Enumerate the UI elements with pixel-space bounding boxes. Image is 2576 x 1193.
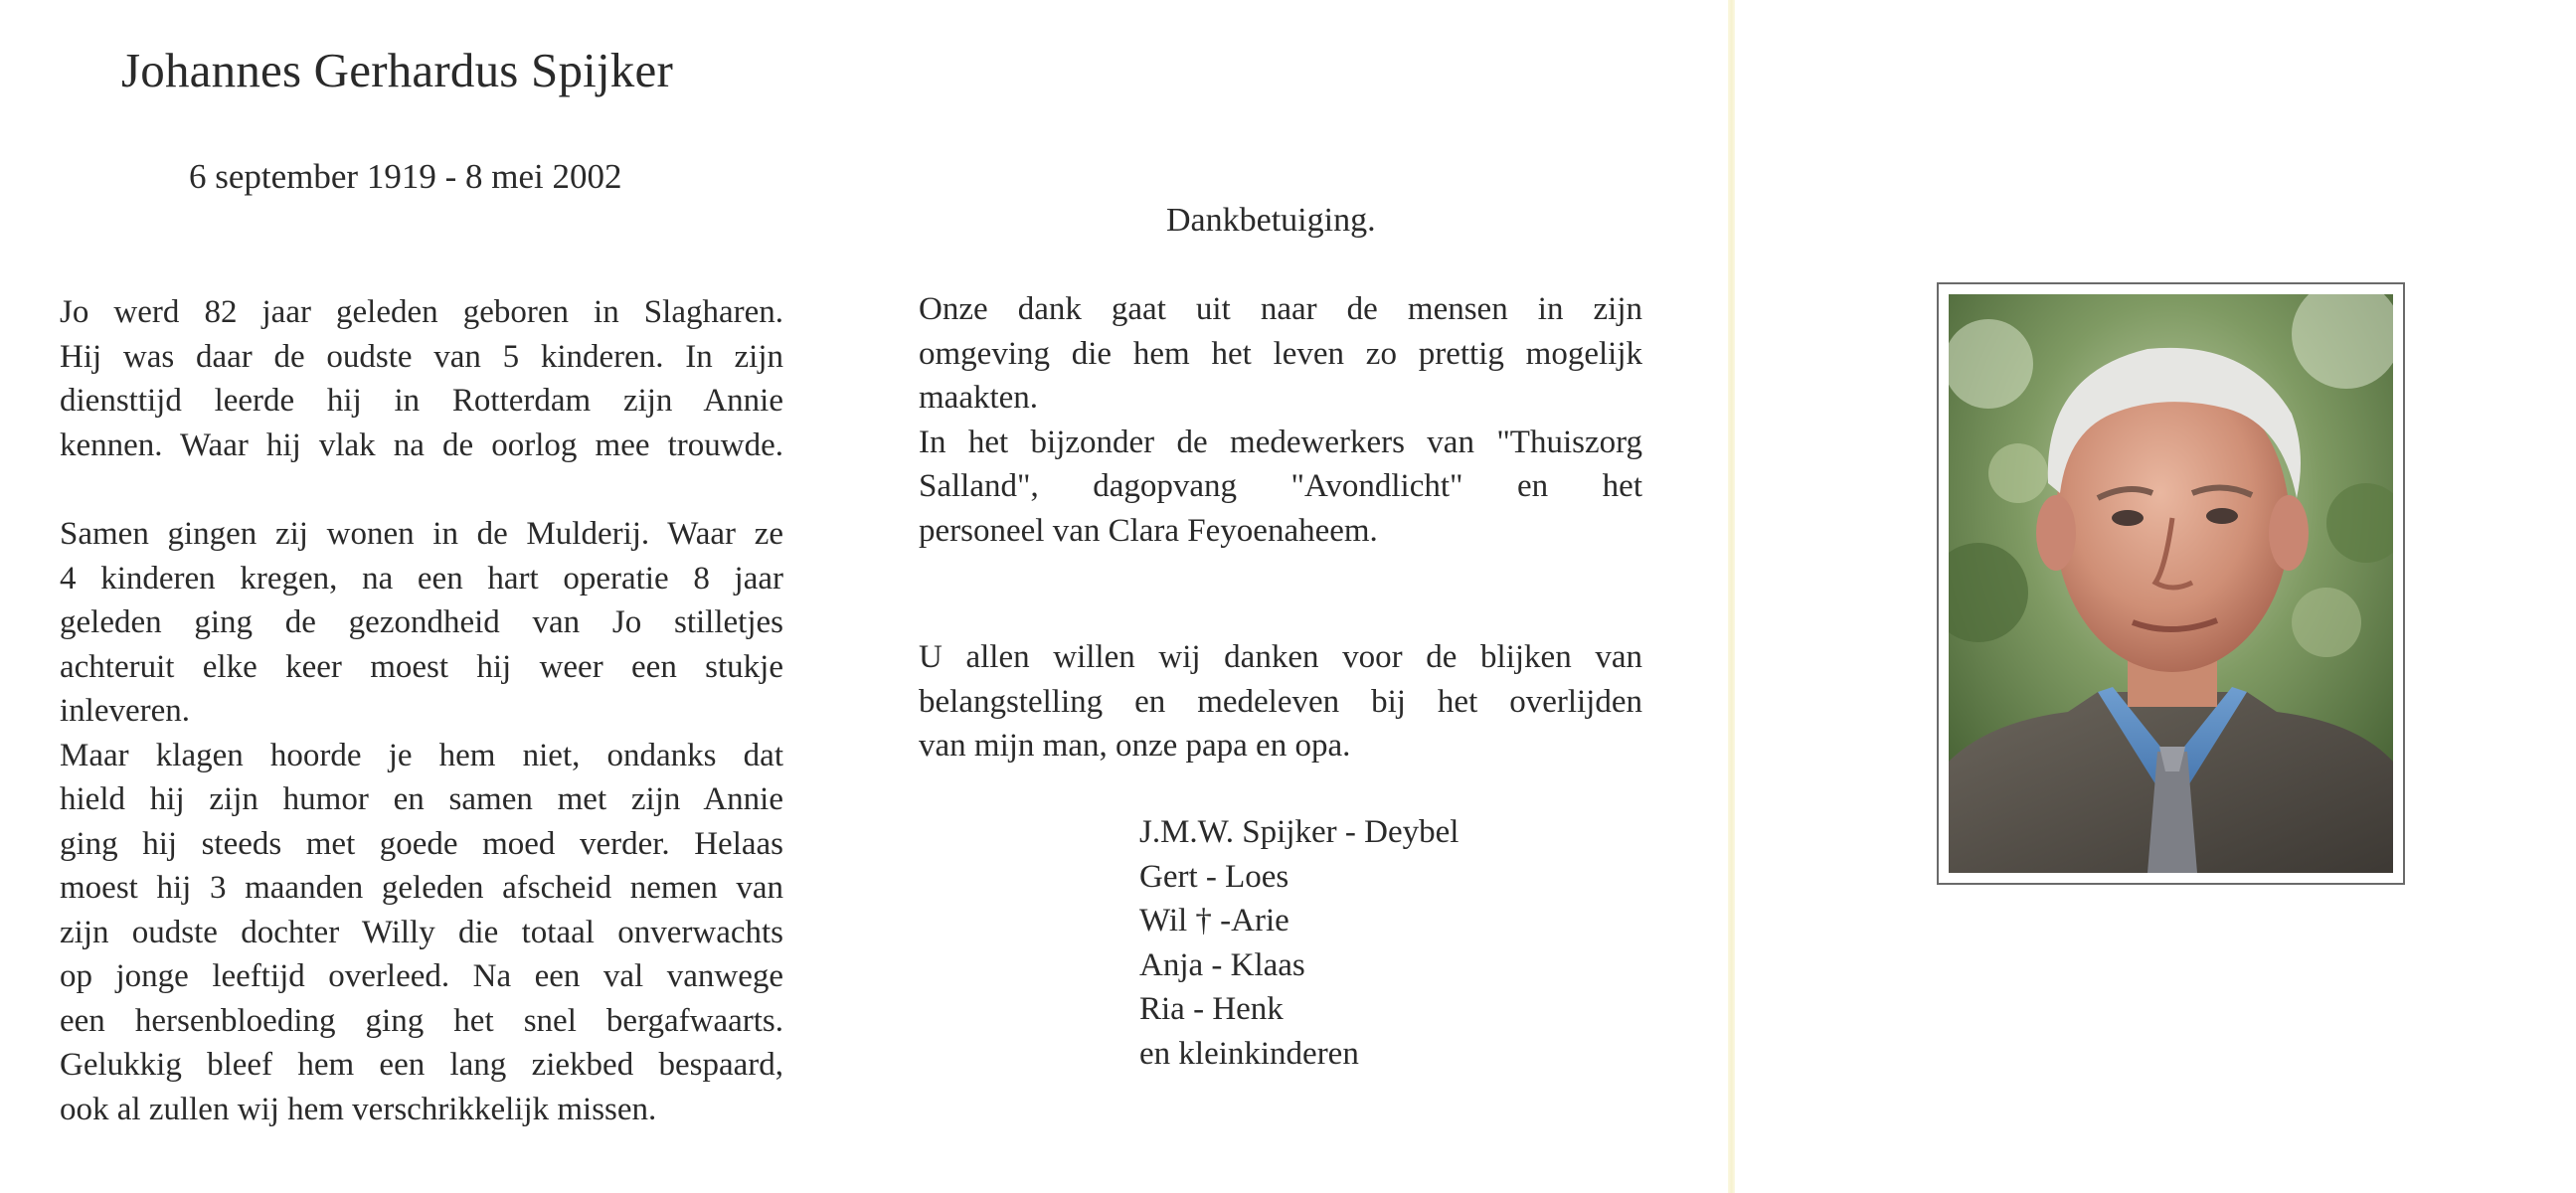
bio-line: moest hij 3 maanden geleden afscheid nemen van <box>60 870 783 906</box>
portrait-photo <box>1949 294 2393 873</box>
family-member: en kleinkinderen <box>1139 1035 1359 1072</box>
bio-line: een hersenbloeding ging het snel bergafwaarts. <box>60 1002 783 1039</box>
thanks-heading: Dankbetuiging. <box>1166 202 1376 239</box>
family-member: J.M.W. Spijker - Deybel <box>1139 814 1460 850</box>
bio-line: Maar klagen hoorde je hem niet, ondanks dat <box>60 737 783 773</box>
bio-line: zijn oudste dochter Willy die totaal onverwachts <box>60 914 783 950</box>
deceased-name: Johannes Gerhardus Spijker <box>121 43 673 97</box>
bio-line: diensttijd leerde hij in Rotterdam zijn Annie <box>60 383 783 419</box>
thanks-line: In het bijzonder de medewerkers van "Thuiszorg <box>919 424 1642 460</box>
card-fold <box>1728 0 1735 1193</box>
bio-line: 4 kinderen kregen, na een hart operatie 8 jaar <box>60 560 783 596</box>
bio-line: ging hij steeds met goede moed verder. Helaas <box>60 825 783 862</box>
bio-line: hield hij zijn humor en samen met zijn Annie <box>60 781 783 817</box>
bio-line: Gelukkig bleef hem een lang ziekbed bespaard, <box>60 1047 783 1083</box>
thanks-line: U allen willen wij danken voor de blijken van <box>919 639 1642 675</box>
thanks-text <box>919 287 1642 553</box>
thanks-line: omgeving die hem het leven zo prettig mogelijk <box>919 335 1642 372</box>
bio-line: op jonge leeftijd overleed. Na een val vanwege <box>60 958 783 994</box>
bio-line: kennen. Waar hij vlak na de oorlog mee trouwde. <box>60 426 783 463</box>
family-signatures <box>1139 810 1459 1076</box>
thanks-line: Onze dank gaat uit naar de mensen in zijn <box>919 291 1642 327</box>
thanks-line: maakten. <box>919 380 1039 416</box>
bio-line: Samen gingen zij wonen in de Mulderij. Waar ze <box>60 516 783 552</box>
thanks-line: Salland", dagopvang "Avondlicht" en het <box>919 468 1642 504</box>
paragraph-gap <box>60 467 783 512</box>
bio-line: Hij was daar de oudste van 5 kinderen. In zijn <box>60 338 783 375</box>
family-member: Anja - Klaas <box>1139 946 1305 983</box>
biography-text <box>60 290 783 1131</box>
bio-line: achteruit elke keer moest hij weer een stukje <box>60 648 783 685</box>
bio-line: geleden ging de gezondheid van Jo stilletjes <box>60 604 783 640</box>
family-member: Ria - Henk <box>1139 991 1284 1027</box>
bio-line: Jo werd 82 jaar geleden geboren in Slagharen. <box>60 294 783 330</box>
portrait-frame <box>1937 282 2405 885</box>
bio-line: inleveren. <box>60 693 191 729</box>
bio-line: ook al zullen wij hem verschrikkelijk missen. <box>60 1091 657 1127</box>
thanks-line: van mijn man, onze papa en opa. <box>919 728 1351 764</box>
thanks-line: belangstelling en medeleven bij het overlijden <box>919 683 1642 720</box>
family-member: Gert - Loes <box>1139 858 1289 895</box>
family-member: Wil † -Arie <box>1139 903 1289 938</box>
thanks-line: personeel van Clara Feyoenaheem. <box>919 512 1378 549</box>
life-dates: 6 september 1919 - 8 mei 2002 <box>189 157 622 196</box>
thanks-closing-text <box>919 635 1642 768</box>
